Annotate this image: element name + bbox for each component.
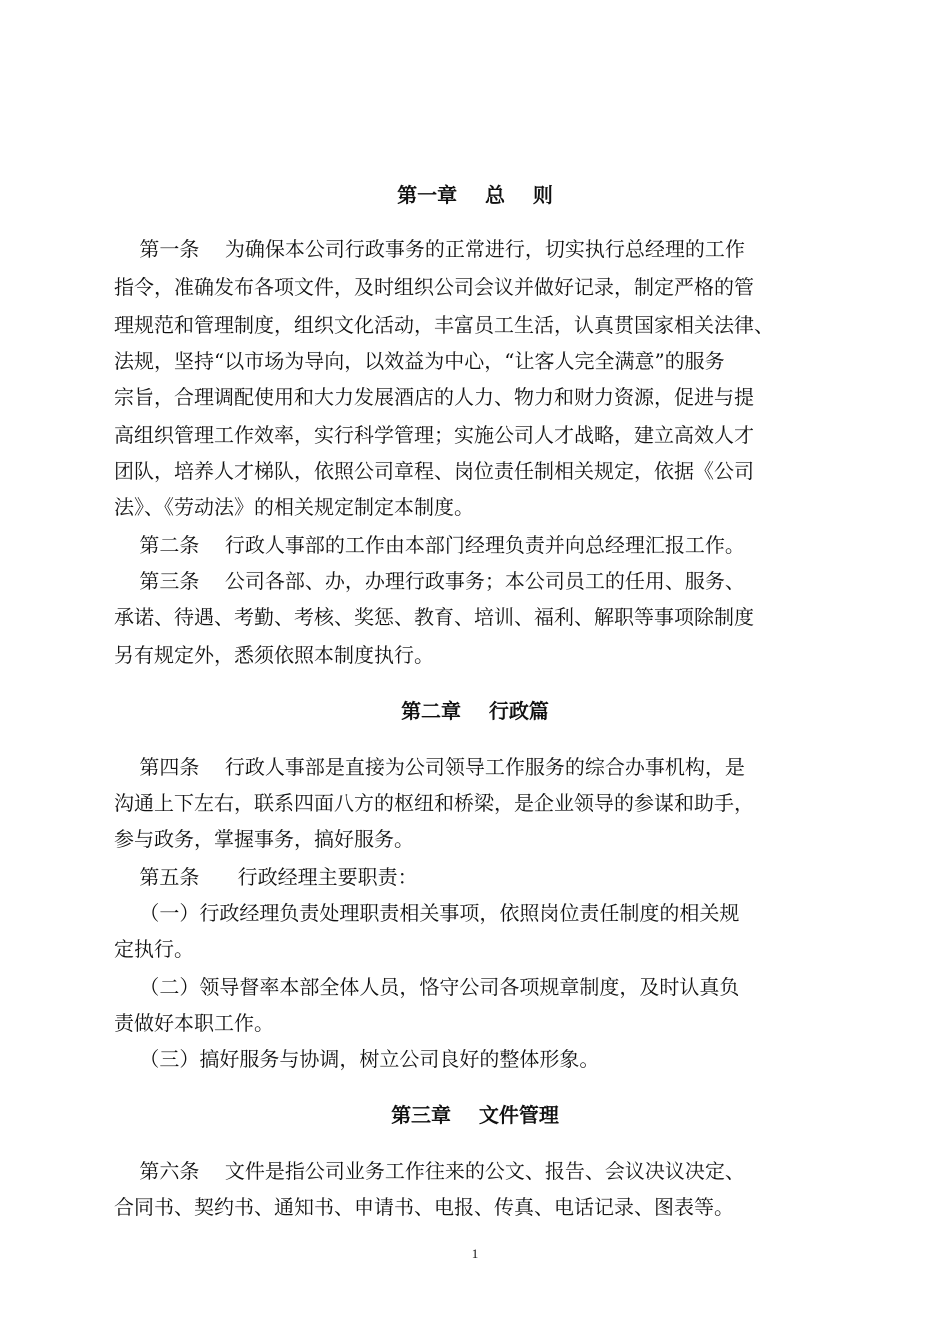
paragraph-line: 高组织管理工作效率，实行科学管理；实施公司人才战略，建立高效人才: [114, 423, 754, 447]
paragraph-line: 合同书、契约书、通知书、申请书、电报、传真、电话记录、图表等。: [114, 1195, 734, 1219]
chapter-heading-1: 第一章 总 则: [397, 183, 553, 207]
paragraph-line: （二）领导督率本部全体人员，恪守公司各项规章制度，及时认真负: [114, 975, 740, 999]
paragraph-line: （三）搞好服务与协调，树立公司良好的整体形象。: [114, 1047, 600, 1071]
paragraph-line: 承诺、待遇、考勤、考核、奖惩、教育、培训、福利、解职等事项除制度: [114, 605, 754, 629]
chapter-heading-3: 第三章 文件管理: [391, 1103, 559, 1127]
paragraph-line: 另有规定外，悉须依照本制度执行。: [114, 643, 434, 667]
paragraph-line: 第四条 行政人事部是直接为公司领导工作服务的综合办事机构，是: [114, 755, 745, 779]
paragraph-line: 第六条 文件是指公司业务工作往来的公文、报告、会议决议决定、: [114, 1159, 745, 1183]
paragraph-line: 定执行。: [114, 937, 194, 961]
paragraph-line: 沟通上下左右，联系四面八方的枢纽和桥梁，是企业领导的参谋和助手，: [114, 791, 754, 815]
paragraph-line: 法规，坚持“以市场为导向，以效益为中心，“让客人完全满意”的服务: [114, 349, 725, 373]
paragraph-line: 参与政务，掌握事务，搞好服务。: [114, 827, 414, 851]
paragraph-line: 团队，培养人才梯队，依照公司章程、岗位责任制相关规定，依据《公司: [114, 459, 754, 483]
chapter-heading-2: 第二章 行政篇: [401, 699, 549, 723]
paragraph-line: 指令，准确发布各项文件，及时组织公司会议并做好记录，制定严格的管: [114, 275, 754, 299]
paragraph-line: （一）行政经理负责处理职责相关事项，依照岗位责任制度的相关规: [114, 901, 740, 925]
paragraph-line: 宗旨，合理调配使用和大力发展酒店的人力、物力和财力资源，促进与提: [114, 385, 754, 409]
page-number: 1: [471, 1246, 479, 1261]
paragraph-line: 第三条 公司各部、办，办理行政事务；本公司员工的任用、服务、: [114, 569, 745, 593]
paragraph-line: 理规范和管理制度，组织文化活动，丰富员工生活，认真贯国家相关法律、: [114, 313, 774, 337]
paragraph-line: 第一条 为确保本公司行政事务的正常进行，切实执行总经理的工作: [114, 237, 745, 261]
paragraph-line: 责做好本职工作。: [114, 1011, 274, 1035]
paragraph-line: 第五条 行政经理主要职责：: [114, 865, 418, 889]
paragraph-line: 第二条 行政人事部的工作由本部门经理负责并向总经理汇报工作。: [114, 533, 745, 557]
paragraph-line: 法》、《劳动法》的相关规定制定本制度。: [114, 495, 474, 519]
